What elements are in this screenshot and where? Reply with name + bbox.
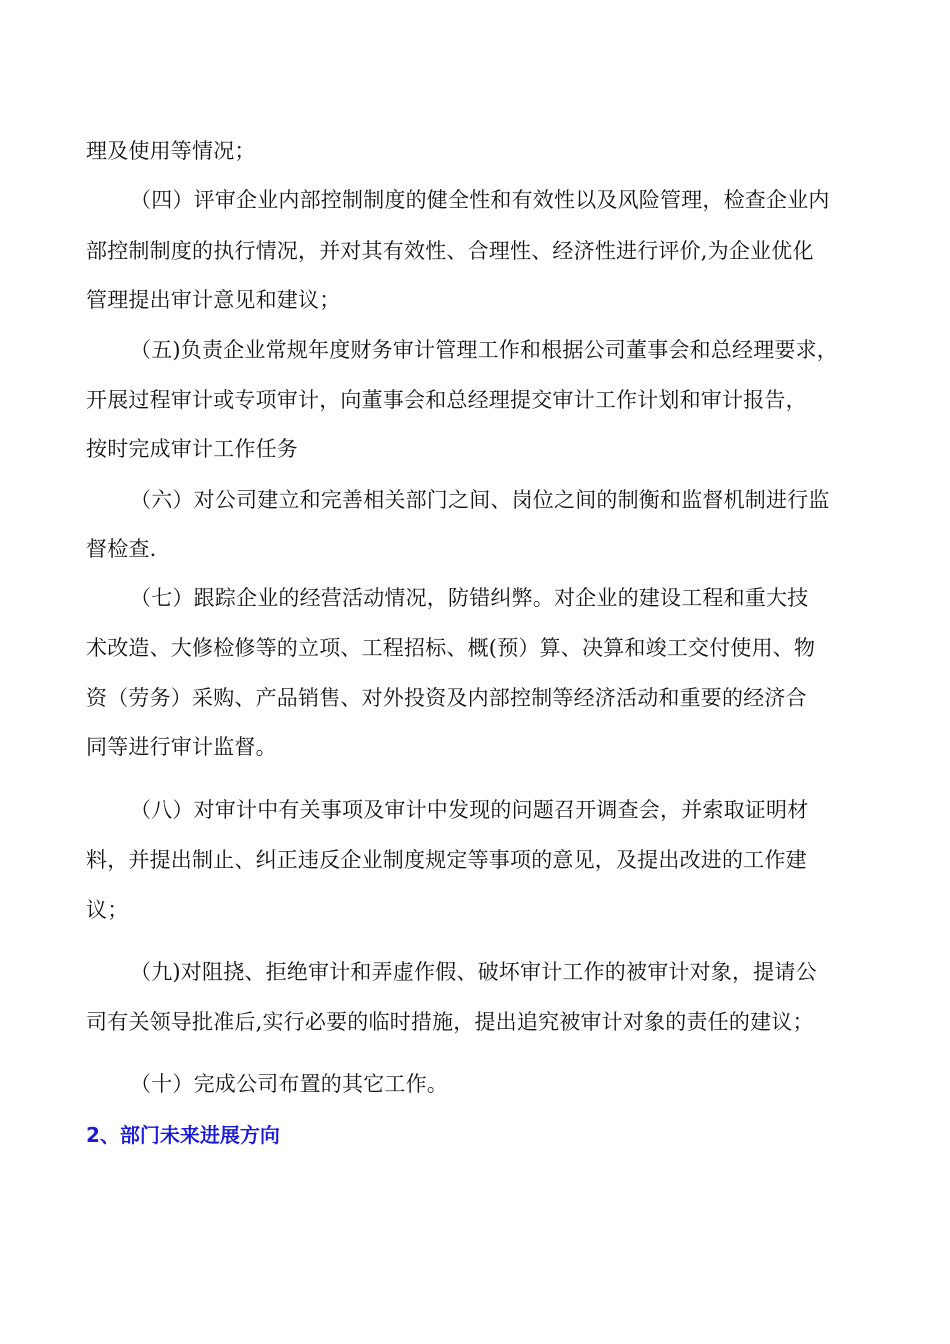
paragraph-line: （九)对阻挠、拒绝审计和弄虚作假、破坏审计工作的被审计对象，提请公 (130, 960, 817, 984)
paragraph-line: （六）对公司建立和完善相关部门之间、岗位之间的制衡和监督机制进行监 (130, 488, 830, 512)
paragraph-line: 管理提出审计意见和建议； (86, 288, 341, 312)
paragraph-line: 按时完成审计工作任务 (86, 437, 298, 461)
paragraph-line: （八）对审计中有关事项及审计中发现的问题召开调查会，并索取证明材 (130, 798, 809, 822)
paragraph-line: 司有关领导批准后,实行必要的临时措施，提出追究被审计对象的责任的建议； (86, 1010, 814, 1034)
paragraph-line: 督检查. (86, 537, 157, 561)
paragraph-line: 开展过程审计或专项审计，向董事会和总经理提交审计工作计划和审计报告， (86, 388, 807, 412)
paragraph-line: 资（劳务）采购、产品销售、对外投资及内部控制等经济活动和重要的经济合 (86, 686, 807, 710)
paragraph-line: 议； (86, 898, 129, 922)
paragraph-line: （七）跟踪企业的经营活动情况，防错纠弊。对企业的建设工程和重大技 (130, 586, 809, 610)
paragraph-line: （四）评审企业内部控制制度的健全性和有效性以及风险管理，检查企业内 (130, 188, 830, 212)
paragraph-line: 同等进行审计监督。 (86, 735, 277, 759)
paragraph-line: （十）完成公司布置的其它工作。 (130, 1072, 448, 1096)
paragraph-line: 部控制制度的执行情况，并对其有效性、合理性、经济性进行评价,为企业优化 (86, 239, 814, 263)
paragraph-line: 料，并提出制止、纠正违反企业制度规定等事项的意见，及提出改进的工作建 (86, 848, 807, 872)
paragraph-line: 理及使用等情况； (86, 139, 256, 163)
section-heading: 2、部门未来进展方向 (86, 1123, 280, 1147)
paragraph-line: （五)负责企业常规年度财务审计管理工作和根据公司董事会和总经理要求， (130, 338, 838, 362)
paragraph-line: 术改造、大修检修等的立项、工程招标、概(预）算、决算和竣工交付使用、物 (86, 636, 816, 660)
